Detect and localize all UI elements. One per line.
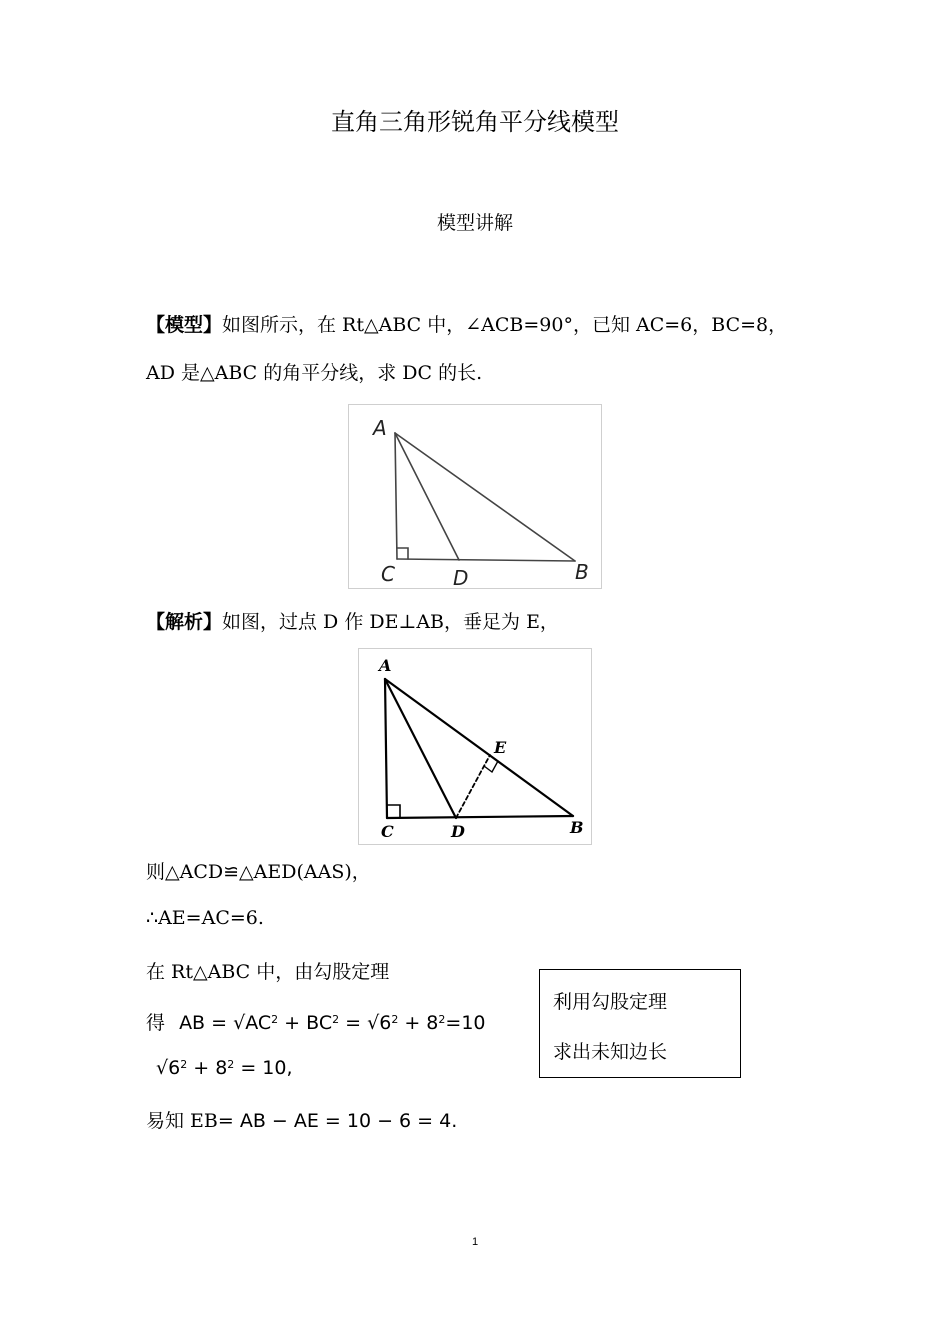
- de-prefix: 得: [146, 1012, 166, 1034]
- rad1-bc: + BC: [278, 1012, 333, 1034]
- rad2-8: + 8: [398, 1012, 439, 1034]
- rad3-8: + 8: [187, 1057, 228, 1079]
- figure-1-triangle: [348, 404, 602, 589]
- sup-2: 2: [180, 1058, 188, 1071]
- sup-2: 2: [271, 1013, 279, 1026]
- segment-ac: [395, 433, 397, 559]
- right-angle-mark: [397, 548, 408, 559]
- label-d: D: [453, 566, 469, 588]
- step-eb: [146, 1106, 457, 1133]
- segment-cb: [397, 559, 575, 561]
- rad2-6: 6: [379, 1012, 392, 1034]
- step-congruent: 则△ACD≌△AED(AAS)，: [146, 861, 371, 883]
- eq1-mid: =: [339, 1012, 368, 1034]
- label-b: B: [575, 560, 589, 584]
- note-box: [539, 969, 741, 1078]
- radical-2: $√6^2 + 8^2$: [367, 1012, 446, 1034]
- segment-ad: [385, 679, 456, 818]
- eq2-end: = 10,: [234, 1057, 293, 1079]
- rad3-6: 6: [168, 1057, 181, 1079]
- figure-1-svg: [349, 405, 601, 588]
- segment-cb: [387, 816, 573, 818]
- label-c: C: [381, 822, 394, 841]
- sup-2: 2: [391, 1013, 399, 1026]
- analysis-label: 【解析】: [146, 611, 223, 633]
- eq1-left: AB =: [179, 1012, 234, 1034]
- figure-2-svg: [359, 649, 591, 844]
- segment-ac: [385, 679, 387, 818]
- model-line-1: [146, 310, 787, 337]
- eb-math: AB − AE = 10 − 6 = 4.: [239, 1110, 458, 1132]
- right-angle-mark-c: [387, 805, 400, 818]
- page-title: 直角三角形锐角平分线模型: [331, 108, 619, 136]
- section-subtitle: 模型讲解: [436, 212, 513, 234]
- figure-2-triangle: [358, 648, 592, 845]
- page-number: 1: [471, 1236, 479, 1248]
- segment-de-dashed: [456, 755, 490, 818]
- step-ae: ∴AE=AC=6.: [146, 907, 264, 929]
- eb-text: 易知 EB=: [146, 1110, 240, 1132]
- step-pythagoras: 在 Rt△ABC 中，由勾股定理: [146, 961, 390, 983]
- label-a: A: [373, 416, 387, 440]
- radical-3: $√6^2 + 8^2$: [156, 1057, 235, 1079]
- step-equation-2: [156, 1057, 293, 1079]
- label-e: E: [494, 738, 507, 757]
- step-equation-1: [146, 1008, 486, 1035]
- label-a: A: [379, 656, 392, 675]
- segment-ab: [385, 679, 573, 816]
- sup-2: 2: [438, 1013, 446, 1026]
- sup-2: 2: [227, 1058, 235, 1071]
- model-line-2: AD 是△ABC 的角平分线，求 DC 的长.: [146, 362, 483, 384]
- sup-2: 2: [332, 1013, 340, 1026]
- label-b: B: [570, 818, 584, 837]
- segment-ab: [395, 433, 575, 561]
- radical-1: $√AC^2 + BC^2$: [233, 1012, 340, 1034]
- note-line-1: 利用勾股定理: [553, 991, 668, 1013]
- label-d: D: [451, 822, 465, 841]
- model-label: 【模型】: [146, 314, 223, 336]
- label-c: C: [381, 562, 395, 586]
- note-line-2: 求出未知边长: [553, 1041, 668, 1063]
- analysis-line: [146, 607, 559, 634]
- model-text-1: 如图所示，在 Rt△ABC 中，∠ACB=90°，已知 AC=6，BC=8，: [222, 314, 788, 336]
- segment-ad: [395, 433, 459, 560]
- eq1-end: =10: [445, 1012, 486, 1034]
- rad1-ac: AC: [245, 1012, 272, 1034]
- analysis-text: 如图，过点 D 作 DE⊥AB，垂足为 E，: [222, 611, 559, 633]
